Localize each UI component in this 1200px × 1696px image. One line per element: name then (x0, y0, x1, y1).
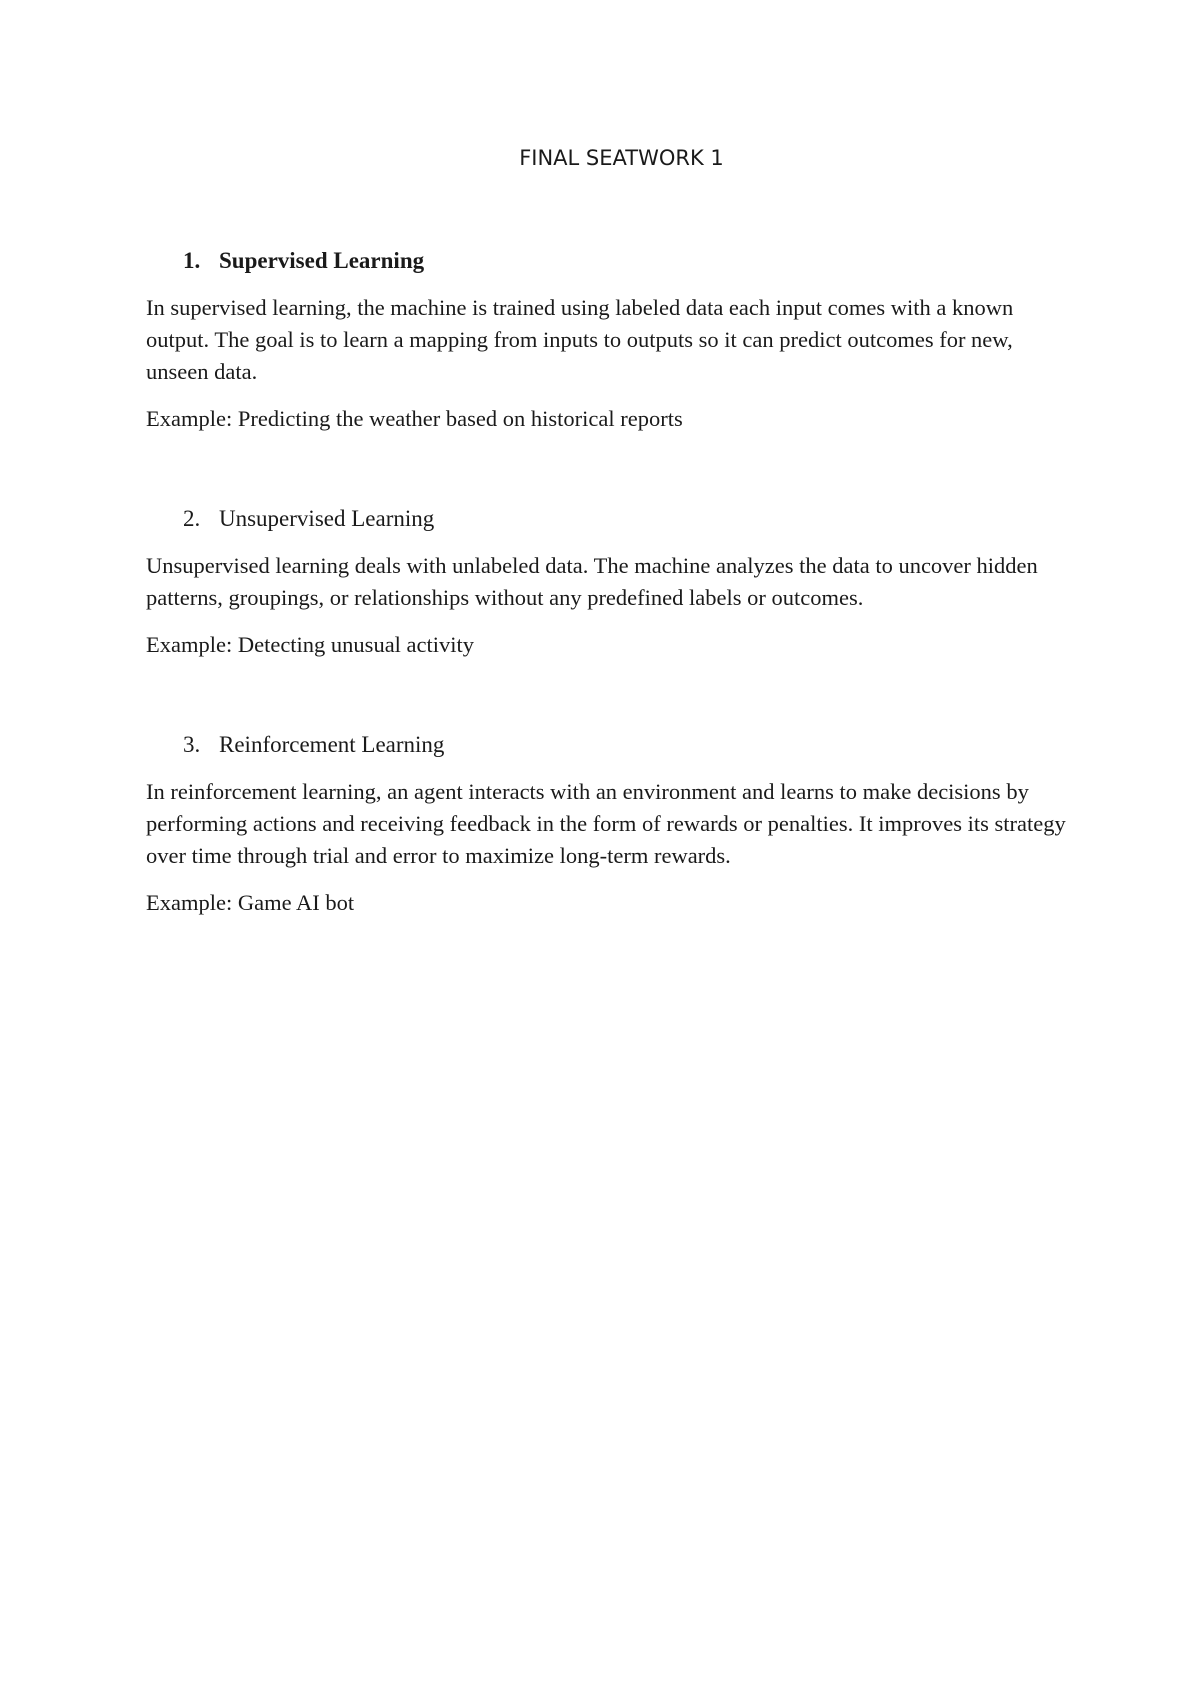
section-number: 3. (183, 732, 201, 757)
section-number: 1. (183, 248, 201, 273)
section-example: Example: Game AI bot (146, 890, 355, 915)
document-title: FINAL SEATWORK 1 (519, 146, 724, 170)
section-heading-label: Unsupervised Learning (219, 506, 435, 531)
section-heading-label: Reinforcement Learning (219, 732, 445, 757)
section-heading-label: Supervised Learning (219, 248, 425, 273)
section-paragraph: In reinforcement learning, an agent interacts with an environment and learns to make decisions by performing actions and receiving feedback in the form of rewards or penalties. It improves its strategy over time through trial and error to maximize long-term rewards. (146, 779, 1066, 868)
section-example: Example: Detecting unusual activity (146, 632, 475, 657)
section-paragraph: Unsupervised learning deals with unlabeled data. The machine analyzes the data to uncover hidden patterns, groupings, or relationships without any predefined labels or outcomes. (146, 553, 1038, 610)
section-number: 2. (183, 506, 201, 531)
section-example: Example: Predicting the weather based on historical reports (146, 406, 683, 431)
section-paragraph: In supervised learning, the machine is trained using labeled data each input comes with a known output. The goal is to learn a mapping from inputs to outputs so it can predict outcomes for new, unseen data. (146, 295, 1014, 384)
